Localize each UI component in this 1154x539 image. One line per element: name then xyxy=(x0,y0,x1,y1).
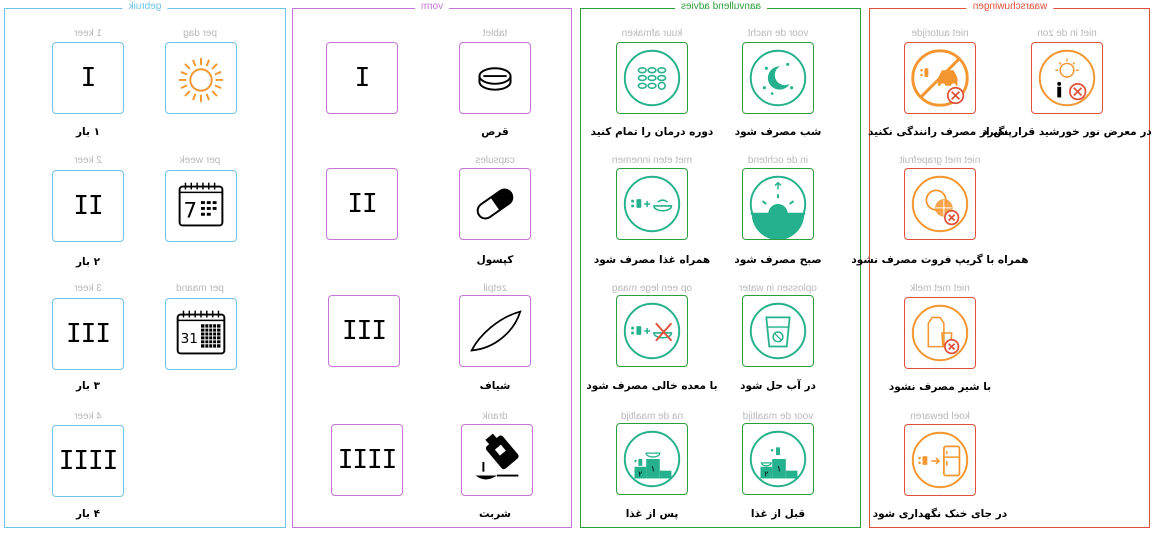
tile-2-keer[interactable] xyxy=(52,170,124,242)
svg-text:۱: ۱ xyxy=(776,464,782,475)
tile-per-week[interactable] xyxy=(165,170,237,242)
syrup-bottle-icon xyxy=(462,425,532,495)
suppository-icon xyxy=(460,296,530,366)
tablet-icon xyxy=(460,43,530,113)
with-food-icon xyxy=(617,169,687,239)
label-1-bar: ۱ بار xyxy=(75,126,100,138)
tally-vorm-1: I xyxy=(354,63,370,93)
calendar-week-icon xyxy=(166,171,236,241)
caption-tablet: tablet xyxy=(482,28,508,39)
label-na-maaltijd: پس از غذا xyxy=(625,508,679,520)
no-grapefruit-icon xyxy=(905,169,975,239)
moon-stars-icon xyxy=(743,43,813,113)
caption-capsules: capsules xyxy=(475,155,515,166)
caption-na-maaltijd: na de maaltijd xyxy=(620,411,684,422)
caption-maag: op een lege maag xyxy=(611,283,693,294)
label-kuur: دوره درمان را تمام کنید xyxy=(590,126,714,138)
tile-capsules[interactable] xyxy=(459,168,531,240)
tile-vorm-2[interactable] xyxy=(326,168,398,240)
after-meal-podium-icon xyxy=(617,424,687,494)
label-melk: با شیر مصرف نشود xyxy=(888,381,992,393)
tile-grapefruit[interactable] xyxy=(904,168,976,240)
svg-text:31: 31 xyxy=(180,330,198,347)
no-sun-icon xyxy=(1032,43,1102,113)
caption-auto: niet autorijde xyxy=(911,28,969,39)
caption-melk: niet met melk xyxy=(910,283,970,294)
caption-drank: drank xyxy=(482,411,508,422)
empty-stomach-icon xyxy=(617,296,687,366)
label-tablet: قرص xyxy=(481,126,509,138)
caption-grapefruit: niet met grapefruit xyxy=(899,155,981,166)
tile-3-keer[interactable] xyxy=(52,298,124,370)
caption-2-keer: 2 keer xyxy=(74,155,102,166)
caption-per-week: per week xyxy=(179,155,221,166)
tally-2: II xyxy=(73,191,103,221)
label-grapefruit: همراه با گریپ فروت مصرف نشود xyxy=(851,254,1029,266)
no-milk-icon xyxy=(905,298,975,368)
label-koel: در جای خنک نگهداری شود xyxy=(872,508,1008,520)
tile-na-maaltijd[interactable] xyxy=(616,423,688,495)
caption-4-keer: 4 keer xyxy=(74,411,102,422)
label-2-bar: ۲ بار xyxy=(75,256,100,268)
no-driving-icon xyxy=(905,43,975,113)
caption-ochtend: in de ochtend xyxy=(747,155,809,166)
label-zetpil: شیاف xyxy=(479,380,511,392)
caption-kuur: kuur afmaken xyxy=(621,28,683,39)
label-ochtend: صبح مصرف شود xyxy=(734,254,822,266)
calendar-month-icon xyxy=(166,299,236,369)
panel-gebruik xyxy=(4,1,286,528)
tile-melk[interactable] xyxy=(904,297,976,369)
caption-nacht: voor de nacht xyxy=(747,28,809,39)
label-4-bar: ۴ بار xyxy=(75,508,100,520)
tile-zetpil[interactable] xyxy=(459,295,531,367)
caption-zetpil: zetpil xyxy=(483,283,507,294)
caption-zon: niet in de zon xyxy=(1037,28,1097,39)
tile-vorm-1[interactable] xyxy=(326,42,398,114)
caption-eten: met eten innemen xyxy=(611,155,693,166)
tile-per-dag[interactable] xyxy=(165,42,237,114)
tile-voor-maaltijd[interactable] xyxy=(742,423,814,495)
tile-nacht[interactable] xyxy=(742,42,814,114)
tile-kuur[interactable] xyxy=(616,42,688,114)
tally-vorm-4: IIII xyxy=(337,445,397,475)
tile-koel[interactable] xyxy=(904,424,976,496)
tile-auto[interactable] xyxy=(904,42,976,114)
panel-title-gebruik: gebruik xyxy=(123,1,168,12)
capsule-icon xyxy=(460,169,530,239)
panel-title-aanvullend: aanvullend advies xyxy=(674,1,766,12)
sunrise-icon xyxy=(743,169,813,239)
label-nacht: شب مصرف شود xyxy=(734,126,822,138)
tally-3: III xyxy=(66,319,110,349)
svg-text:۱: ۱ xyxy=(650,464,656,475)
caption-per-dag: per dag xyxy=(183,28,217,39)
label-zon: در معرض نور خورشید قرار نگیرد xyxy=(982,126,1152,138)
tile-maag[interactable] xyxy=(616,295,688,367)
tally-1: I xyxy=(80,63,96,93)
caption-1-keer: 1 keer xyxy=(74,28,102,39)
panel-title-waarschuwingen: waarschuwingen xyxy=(966,1,1053,12)
before-meal-podium-icon xyxy=(743,424,813,494)
caption-water: oplossen in water xyxy=(739,283,817,294)
sun-icon xyxy=(166,43,236,113)
panel-title-vorm: vorm xyxy=(415,1,449,12)
pill-course-icon xyxy=(617,43,687,113)
tile-ochtend[interactable] xyxy=(742,168,814,240)
caption-voor-maaltijd: voor de maaltijd xyxy=(742,411,814,422)
tally-vorm-2: II xyxy=(347,189,377,219)
keep-cool-icon xyxy=(905,425,975,495)
label-drank: شربت xyxy=(479,508,511,520)
label-3-bar: ۳ بار xyxy=(75,380,100,392)
label-auto: پس از مصرف رانندگی نکنید xyxy=(868,126,1012,138)
tile-eten[interactable] xyxy=(616,168,688,240)
tile-per-maand[interactable] xyxy=(165,298,237,370)
tally-vorm-3: III xyxy=(342,316,386,346)
tile-water[interactable] xyxy=(742,295,814,367)
label-water: در آب حل شود xyxy=(740,380,816,392)
tile-tablet[interactable] xyxy=(459,42,531,114)
caption-per-maand: per maand xyxy=(176,283,224,294)
tile-zon[interactable] xyxy=(1031,42,1103,114)
tile-drank[interactable] xyxy=(461,424,533,496)
label-maag: با معده خالی مصرف شود xyxy=(586,380,718,392)
caption-koel: koel bewaren xyxy=(910,411,970,422)
tile-vorm-3[interactable] xyxy=(328,295,400,367)
tile-1-keer[interactable] xyxy=(52,42,124,114)
tile-vorm-4[interactable] xyxy=(331,424,403,496)
label-capsules: کپسول xyxy=(476,254,514,266)
tile-4-keer[interactable] xyxy=(52,425,124,497)
label-eten: همراه غذا مصرف شود xyxy=(593,254,711,266)
dissolve-in-water-icon xyxy=(743,296,813,366)
caption-3-keer: 3 keer xyxy=(74,283,102,294)
label-voor-maaltijd: قبل از غذا xyxy=(750,508,806,520)
tally-4: IIII xyxy=(58,446,118,476)
svg-text:7: 7 xyxy=(183,198,198,224)
svg-text:۲: ۲ xyxy=(764,469,769,479)
svg-text:۲: ۲ xyxy=(638,469,643,479)
